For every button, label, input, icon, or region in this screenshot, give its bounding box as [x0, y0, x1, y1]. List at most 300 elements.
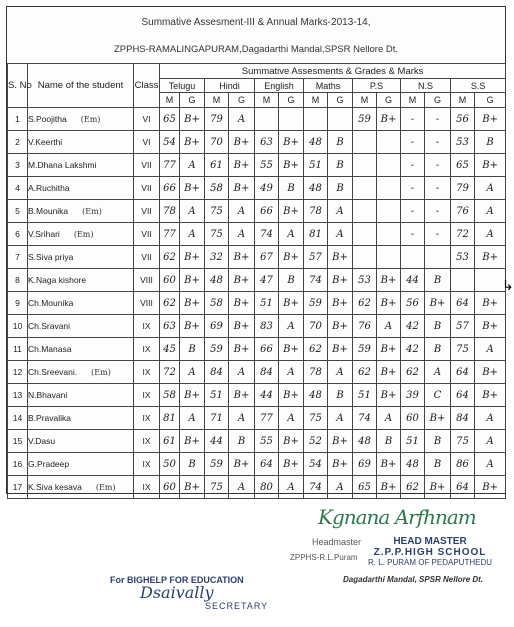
- grade-cell: A: [180, 200, 205, 223]
- student-name-text: N.Bhavani: [28, 390, 68, 400]
- grade-cell: B+: [279, 200, 304, 223]
- grade-cell: B+: [475, 154, 506, 177]
- row-sno: 11: [8, 338, 28, 361]
- mark-cell: 80: [255, 476, 279, 499]
- table-row: [8, 269, 506, 292]
- row-sno: 14: [8, 407, 28, 430]
- row-class: IX: [134, 476, 160, 499]
- mark-cell: 51: [353, 384, 377, 407]
- row-sno: 17: [8, 476, 28, 499]
- grade-cell: A: [475, 453, 506, 476]
- grade-cell: B: [180, 338, 205, 361]
- mark-cell: 76: [353, 315, 377, 338]
- mark-cell: 44: [401, 269, 425, 292]
- grade-cell: A: [328, 476, 353, 499]
- grade-cell: B+: [279, 430, 304, 453]
- grade-cell: B+: [377, 476, 401, 499]
- grade-cell: B: [425, 269, 451, 292]
- row-class: VIII: [134, 269, 160, 292]
- mark-cell: 77: [255, 407, 279, 430]
- grade-cell: B+: [279, 246, 304, 269]
- row-student-name: [28, 292, 134, 315]
- grade-cell: A: [229, 407, 255, 430]
- grade-cell: A: [180, 154, 205, 177]
- mark-cell: 60: [160, 476, 180, 499]
- subject-header: S.S: [451, 79, 506, 93]
- mark-cell: 70: [304, 315, 328, 338]
- row-sno: 8: [8, 269, 28, 292]
- subject-header: English: [255, 79, 304, 93]
- grade-cell: B+: [328, 292, 353, 315]
- mark-cell: 59: [205, 338, 229, 361]
- mark-cell: 44: [205, 430, 229, 453]
- row-class: VII: [134, 154, 160, 177]
- marks-subheader: M: [353, 93, 377, 108]
- mark-cell: 64: [451, 361, 475, 384]
- row-sno: 9: [8, 292, 28, 315]
- row-student-name: [28, 430, 134, 453]
- mark-cell: 75: [205, 476, 229, 499]
- organisation-stamp: For BIGHELP FOR EDUCATION: [110, 575, 244, 585]
- grade-cell: B+: [377, 292, 401, 315]
- grade-subheader: G: [328, 93, 353, 108]
- grade-cell: A: [475, 223, 506, 246]
- mark-cell: 74: [255, 223, 279, 246]
- grade-cell: B+: [279, 453, 304, 476]
- grade-cell: B+: [425, 292, 451, 315]
- row-class: IX: [134, 407, 160, 430]
- marks-subheader: M: [401, 93, 425, 108]
- row-student-name: [28, 453, 134, 476]
- row-sno: 3: [8, 154, 28, 177]
- grade-cell: A: [377, 407, 401, 430]
- grade-cell: A: [180, 223, 205, 246]
- row-sno: 6: [8, 223, 28, 246]
- mark-cell: 74: [353, 407, 377, 430]
- grade-cell: -: [425, 200, 451, 223]
- mark-cell: 75: [205, 223, 229, 246]
- mark-cell: 83: [255, 315, 279, 338]
- grade-cell: B: [328, 131, 353, 154]
- mark-cell: 61: [205, 154, 229, 177]
- mark-cell: -: [401, 131, 425, 154]
- row-class: VIII: [134, 292, 160, 315]
- mark-cell: 67: [255, 246, 279, 269]
- row-class: VII: [134, 200, 160, 223]
- table-row: [8, 246, 506, 269]
- table-row: [8, 223, 506, 246]
- mark-cell: [451, 269, 475, 292]
- mark-cell: 75: [205, 200, 229, 223]
- mark-cell: 55: [255, 430, 279, 453]
- mark-cell: 56: [451, 108, 475, 131]
- row-class: IX: [134, 361, 160, 384]
- grade-cell: C: [425, 384, 451, 407]
- grade-cell: A: [328, 407, 353, 430]
- medium-note: (Em): [91, 368, 111, 377]
- mark-cell: 45: [160, 338, 180, 361]
- grade-cell: B+: [475, 315, 506, 338]
- mark-cell: 65: [353, 476, 377, 499]
- grade-cell: B+: [475, 292, 506, 315]
- grade-cell: B+: [180, 430, 205, 453]
- grade-cell: B+: [229, 384, 255, 407]
- col-name: Name of the student: [28, 64, 134, 108]
- grade-cell: B+: [279, 154, 304, 177]
- grade-cell: B+: [425, 407, 451, 430]
- mark-cell: 61: [160, 430, 180, 453]
- grade-cell: -: [425, 154, 451, 177]
- grade-cell: B+: [328, 430, 353, 453]
- mark-cell: 55: [255, 154, 279, 177]
- headmaster-signature: Kgnana Arfhnam: [318, 505, 476, 529]
- row-class: IX: [134, 315, 160, 338]
- mark-cell: 51: [304, 154, 328, 177]
- grade-cell: B+: [328, 453, 353, 476]
- grade-cell: B+: [180, 177, 205, 200]
- grade-cell: B: [425, 430, 451, 453]
- grade-cell: B+: [328, 269, 353, 292]
- student-name-text: K.Siva kesava: [28, 482, 82, 492]
- mark-cell: 59: [205, 453, 229, 476]
- mark-cell: 84: [451, 407, 475, 430]
- col-sno: S. No: [8, 64, 28, 108]
- mark-cell: 49: [255, 177, 279, 200]
- grade-cell: [377, 200, 401, 223]
- grade-cell: B+: [425, 476, 451, 499]
- marks-subheader: M: [304, 93, 328, 108]
- grade-cell: B+: [229, 269, 255, 292]
- mark-cell: 63: [255, 131, 279, 154]
- grade-cell: A: [328, 200, 353, 223]
- medium-note: (Em): [95, 483, 116, 492]
- mark-cell: -: [401, 177, 425, 200]
- row-class: VII: [134, 177, 160, 200]
- school-name: ZPPHS-RAMALINGAPURAM,Dagadarthi Mandal,SPSR Nellore Dt.: [113, 44, 399, 55]
- grade-cell: -: [425, 177, 451, 200]
- mark-cell: -: [401, 223, 425, 246]
- table-row: [8, 430, 506, 453]
- grade-cell: B+: [229, 292, 255, 315]
- mark-cell: 48: [304, 177, 328, 200]
- table-row: [8, 453, 506, 476]
- student-name-text: S.Siva priya: [28, 252, 74, 262]
- mark-cell: 81: [160, 407, 180, 430]
- medium-note: (Em): [73, 230, 94, 239]
- grade-cell: A: [279, 407, 304, 430]
- grade-cell: -: [425, 131, 451, 154]
- mark-cell: 77: [160, 223, 180, 246]
- arrow-mark-icon: ↳: [502, 277, 514, 293]
- mark-cell: 53: [451, 131, 475, 154]
- mark-cell: 59: [353, 108, 377, 131]
- mark-cell: 72: [160, 361, 180, 384]
- headmaster-school-label: ZPPHS-R.L.Puram: [290, 553, 358, 562]
- mark-cell: 58: [205, 177, 229, 200]
- table-row: [8, 200, 506, 223]
- table-row: [8, 108, 506, 131]
- grade-cell: [328, 108, 353, 131]
- marks-sheet: [6, 6, 506, 494]
- grade-cell: B+: [279, 292, 304, 315]
- mark-cell: [353, 177, 377, 200]
- subject-header: N.S: [401, 79, 451, 93]
- mark-cell: 56: [401, 292, 425, 315]
- grade-cell: [475, 269, 506, 292]
- marks-table: [7, 63, 506, 499]
- grade-cell: B: [279, 269, 304, 292]
- grade-cell: B+: [229, 177, 255, 200]
- grade-cell: A: [229, 108, 255, 131]
- row-student-name: [28, 315, 134, 338]
- mark-cell: 57: [451, 315, 475, 338]
- row-class: IX: [134, 338, 160, 361]
- grade-cell: B+: [279, 338, 304, 361]
- row-class: VII: [134, 223, 160, 246]
- table-row: [8, 292, 506, 315]
- grade-cell: A: [279, 315, 304, 338]
- grade-cell: B+: [475, 476, 506, 499]
- row-sno: 10: [8, 315, 28, 338]
- mark-cell: 84: [205, 361, 229, 384]
- grade-cell: B+: [475, 384, 506, 407]
- marks-subheader: M: [255, 93, 279, 108]
- table-row: [8, 361, 506, 384]
- mark-cell: 70: [205, 131, 229, 154]
- mark-cell: 51: [401, 430, 425, 453]
- mark-cell: [353, 246, 377, 269]
- mark-cell: 69: [205, 315, 229, 338]
- grade-cell: [377, 154, 401, 177]
- row-sno: 1: [8, 108, 28, 131]
- mark-cell: 78: [160, 200, 180, 223]
- student-name-text: Ch.Sreevani.: [28, 367, 78, 377]
- medium-note: (Em): [82, 207, 102, 216]
- student-name-text: Ch.Sravani: [28, 321, 71, 331]
- grade-cell: B+: [377, 269, 401, 292]
- grade-cell: [377, 246, 401, 269]
- mark-cell: 57: [304, 246, 328, 269]
- grade-cell: B+: [475, 108, 506, 131]
- mark-cell: 65: [160, 108, 180, 131]
- mark-cell: 32: [205, 246, 229, 269]
- table-row: [8, 407, 506, 430]
- grade-cell: A: [425, 361, 451, 384]
- student-name-text: Ch.Mounika: [28, 298, 74, 308]
- grade-cell: B: [328, 384, 353, 407]
- grade-cell: B: [475, 131, 506, 154]
- row-student-name: [28, 154, 134, 177]
- row-sno: 7: [8, 246, 28, 269]
- mark-cell: 65: [451, 154, 475, 177]
- grade-cell: B+: [229, 131, 255, 154]
- mark-cell: 64: [451, 384, 475, 407]
- row-sno: 4: [8, 177, 28, 200]
- row-student-name: [28, 108, 134, 131]
- grade-subheader: G: [377, 93, 401, 108]
- mark-cell: 77: [160, 154, 180, 177]
- mark-cell: 79: [205, 108, 229, 131]
- mark-cell: 48: [304, 131, 328, 154]
- grade-cell: B: [180, 453, 205, 476]
- headmaster-stamp: HEAD MASTER Z.P.P.HIGH SCHOOL R. L. PURAM OF PEDAPUTHEDU: [367, 536, 492, 567]
- row-student-name: [28, 361, 134, 384]
- secretary-signature: Dsaivally: [140, 583, 214, 602]
- grade-cell: B+: [229, 154, 255, 177]
- row-class: VII: [134, 246, 160, 269]
- grade-cell: A: [180, 361, 205, 384]
- row-sno: 2: [8, 131, 28, 154]
- grade-cell: A: [229, 361, 255, 384]
- subject-header: Telugu: [160, 79, 205, 93]
- row-class: IX: [134, 430, 160, 453]
- grade-cell: B: [425, 453, 451, 476]
- subject-header: Maths: [304, 79, 353, 93]
- grade-cell: A: [475, 430, 506, 453]
- mark-cell: 52: [304, 430, 328, 453]
- mark-cell: 84: [255, 361, 279, 384]
- grade-cell: B+: [377, 108, 401, 131]
- grade-cell: B: [425, 338, 451, 361]
- mark-cell: 66: [255, 200, 279, 223]
- mark-cell: 47: [255, 269, 279, 292]
- mark-cell: 62: [160, 246, 180, 269]
- mark-cell: 69: [353, 453, 377, 476]
- student-name-text: B.Pravalika: [28, 413, 71, 423]
- mark-cell: 58: [160, 384, 180, 407]
- mark-cell: 71: [205, 407, 229, 430]
- grade-cell: B+: [377, 453, 401, 476]
- col-class: Class: [134, 64, 160, 108]
- mark-cell: 75: [451, 430, 475, 453]
- grade-cell: B+: [180, 246, 205, 269]
- student-name-text: S.Poojitha: [28, 114, 67, 124]
- headmaster-label: Headmaster: [312, 537, 362, 547]
- table-row: [8, 131, 506, 154]
- mark-cell: 63: [160, 315, 180, 338]
- table-row: [8, 476, 506, 499]
- sheet-title: Summative Assesment-III & Annual Marks-2013-14,: [141, 17, 371, 28]
- grade-cell: [377, 223, 401, 246]
- mark-cell: 60: [160, 269, 180, 292]
- grade-cell: A: [180, 407, 205, 430]
- table-row: [8, 384, 506, 407]
- grade-cell: B: [279, 177, 304, 200]
- table-row: [8, 315, 506, 338]
- mark-cell: 62: [160, 292, 180, 315]
- student-name-text: Ch.Manasa: [28, 344, 72, 354]
- mark-cell: 48: [353, 430, 377, 453]
- grade-cell: B+: [475, 246, 506, 269]
- marks-subheader: M: [205, 93, 229, 108]
- grade-cell: B: [377, 430, 401, 453]
- grade-subheader: G: [425, 93, 451, 108]
- mark-cell: 42: [401, 338, 425, 361]
- mark-cell: 59: [304, 292, 328, 315]
- grade-cell: A: [279, 223, 304, 246]
- grade-cell: A: [475, 200, 506, 223]
- mark-cell: [353, 154, 377, 177]
- mark-cell: 62: [353, 292, 377, 315]
- mark-cell: 48: [304, 384, 328, 407]
- mark-cell: [255, 108, 279, 131]
- mark-cell: 66: [255, 338, 279, 361]
- mark-cell: [401, 246, 425, 269]
- mark-cell: 53: [353, 269, 377, 292]
- mark-cell: 74: [304, 269, 328, 292]
- row-sno: 16: [8, 453, 28, 476]
- row-student-name: [28, 131, 134, 154]
- mark-cell: 39: [401, 384, 425, 407]
- grade-cell: [377, 177, 401, 200]
- row-sno: 15: [8, 430, 28, 453]
- row-class: VI: [134, 131, 160, 154]
- grade-cell: B+: [328, 246, 353, 269]
- mark-cell: 59: [353, 338, 377, 361]
- row-student-name: [28, 476, 134, 499]
- row-class: VI: [134, 108, 160, 131]
- row-student-name: [28, 269, 134, 292]
- mark-cell: 86: [451, 453, 475, 476]
- mark-cell: 64: [451, 292, 475, 315]
- mark-cell: [304, 108, 328, 131]
- mark-cell: 62: [304, 338, 328, 361]
- grade-cell: -: [425, 223, 451, 246]
- student-name-text: V.Srihari: [28, 229, 60, 239]
- mark-cell: [353, 200, 377, 223]
- grade-cell: [279, 108, 304, 131]
- mark-cell: 76: [451, 200, 475, 223]
- grade-cell: B+: [180, 269, 205, 292]
- grade-cell: A: [328, 361, 353, 384]
- grade-cell: B+: [180, 108, 205, 131]
- row-sno: 13: [8, 384, 28, 407]
- grade-cell: [425, 246, 451, 269]
- grade-cell: B+: [328, 315, 353, 338]
- grade-cell: A: [229, 223, 255, 246]
- grade-cell: B+: [229, 315, 255, 338]
- col-group-heading: Summative Assesments & Grades & Marks: [160, 64, 506, 79]
- grade-subheader: G: [229, 93, 255, 108]
- table-row: [8, 177, 506, 200]
- student-name-text: V.Keerthi: [28, 137, 63, 147]
- row-class: IX: [134, 453, 160, 476]
- mark-cell: 48: [205, 269, 229, 292]
- mark-cell: 53: [451, 246, 475, 269]
- mark-cell: [353, 131, 377, 154]
- grade-cell: B+: [377, 384, 401, 407]
- grade-cell: B: [229, 430, 255, 453]
- mark-cell: 81: [304, 223, 328, 246]
- grade-cell: A: [279, 476, 304, 499]
- marks-subheader: M: [451, 93, 475, 108]
- marks-subheader: M: [160, 93, 180, 108]
- mark-cell: 44: [255, 384, 279, 407]
- grade-cell: A: [229, 476, 255, 499]
- grade-cell: B+: [279, 131, 304, 154]
- grade-cell: B+: [229, 246, 255, 269]
- grade-cell: B+: [229, 453, 255, 476]
- grade-cell: A: [279, 361, 304, 384]
- grade-cell: B+: [180, 476, 205, 499]
- grade-cell: [377, 131, 401, 154]
- subject-header: Hindi: [205, 79, 255, 93]
- grade-cell: A: [475, 407, 506, 430]
- student-name-text: V.Dasu: [28, 436, 56, 446]
- medium-note: (Em): [80, 115, 101, 124]
- mark-cell: 54: [160, 131, 180, 154]
- grade-cell: B: [328, 154, 353, 177]
